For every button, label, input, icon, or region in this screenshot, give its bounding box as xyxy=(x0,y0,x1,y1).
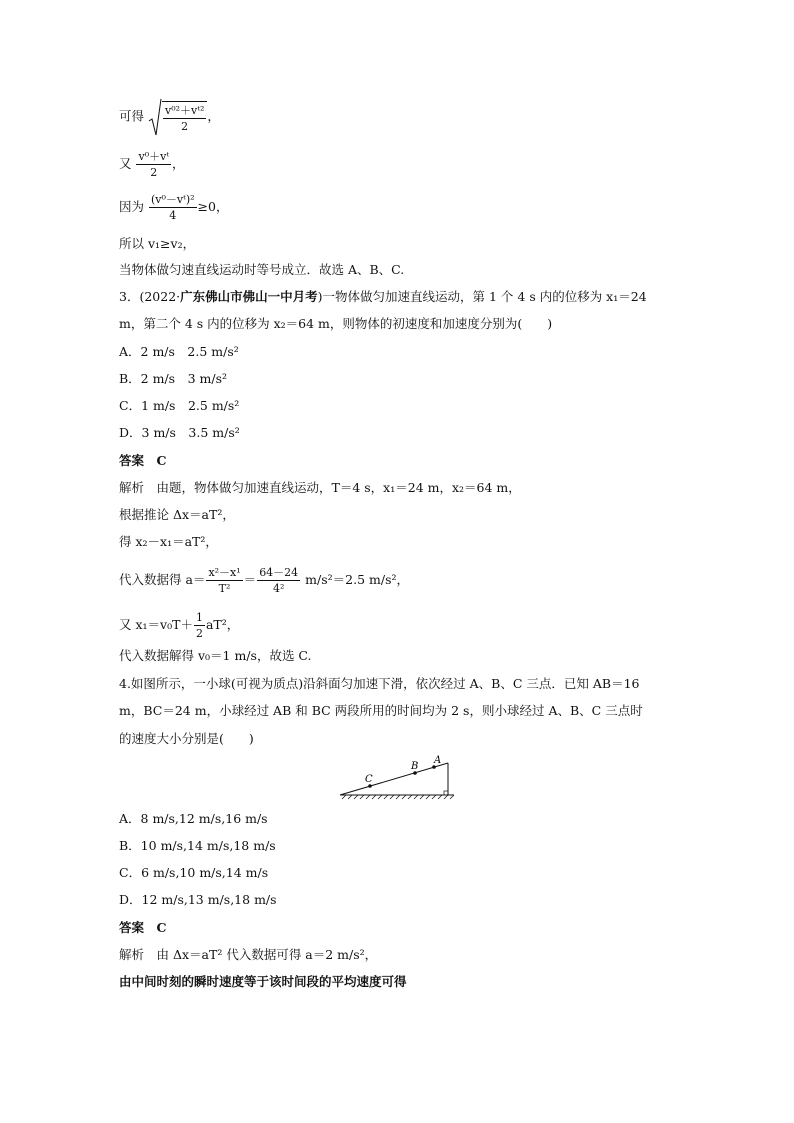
q4-option-d: D．12 m/s,13 m/s,18 m/s xyxy=(119,892,277,907)
fraction xyxy=(206,566,242,595)
q3-analysis-2: 根据推论 Δx＝aT²， xyxy=(119,507,235,522)
label-b: B xyxy=(411,761,419,772)
fraction-denominator: 2 xyxy=(195,627,203,640)
q3-answer: 答案 C xyxy=(119,453,167,468)
text: 可得 xyxy=(119,108,148,124)
fraction-numerator: v⁰＋vᵗ xyxy=(138,150,170,163)
text: ， xyxy=(207,108,220,124)
q4-option-a: A．8 m/s,12 m/s,16 m/s xyxy=(119,811,268,826)
fraction-denominator: T² xyxy=(218,582,231,595)
text: 3．(2022· xyxy=(119,289,181,304)
fraction-numerator: 64－24 xyxy=(259,566,299,579)
text: ≥0， xyxy=(197,199,229,214)
fraction-numerator: 1 xyxy=(195,611,203,624)
q4-option-b: B．10 m/s,14 m/s,18 m/s xyxy=(119,838,276,853)
q4-stem-line-3: 的速度大小分别是( ) xyxy=(119,731,254,746)
q3-substitution xyxy=(119,566,409,595)
source-tag: 广东佛山市佛山一中月考 xyxy=(180,289,318,304)
q4-answer: 答案 C xyxy=(119,920,167,935)
q3-option-c: C．1 m/s 2.5 m/s² xyxy=(119,398,240,413)
sqrt-expression xyxy=(148,101,207,133)
label-a: A xyxy=(434,755,442,766)
derivation-line-4: 所以 v₁≥v₂， xyxy=(119,236,196,251)
q4-analysis-1: 解析 由 Δx＝aT² 代入数据可得 a＝2 m/s²， xyxy=(119,947,378,962)
incline-surface xyxy=(340,763,448,795)
derivation-line-5: 当物体做匀速直线运动时等号成立．故选 A、B、C. xyxy=(119,262,405,277)
q4-stem-line-1: 4.如图所示，一小球(可视为质点)沿斜面匀加速下滑，依次经过 A、B、C 三点．已知 AB＝16 xyxy=(119,676,640,691)
q3-analysis-1: 解析 由题，物体做匀加速直线运动，T＝4 s，x₁＝24 m，x₂＝64 m， xyxy=(119,480,521,495)
fraction-numerator: v⁰²＋vᵗ² xyxy=(164,104,205,117)
text: m/s²＝2.5 m/s²， xyxy=(301,572,409,587)
q4-stem-line-2: m，BC＝24 m，小球经过 AB 和 BC 两段所用的时间均为 2 s，则小球经过 A、B、C 三点时 xyxy=(119,703,643,718)
fraction xyxy=(149,193,197,222)
incline-figure xyxy=(338,755,458,801)
q3-stem-line-2: m，第二个 4 s 内的位移为 x₂＝64 m，则物体的初速度和加速度分别为( ) xyxy=(119,316,553,331)
text: 又 x₁＝v₀T＋ xyxy=(119,617,193,632)
label-c: C xyxy=(365,774,373,785)
q3-option-d: D．3 m/s 3.5 m/s² xyxy=(119,425,240,440)
q3-stem-line-1 xyxy=(119,289,647,305)
q3-analysis-3: 得 x₂－x₁＝aT²， xyxy=(119,534,218,549)
fraction-numerator: (v⁰－vᵗ)² xyxy=(150,193,195,206)
fraction-denominator: 4² xyxy=(272,582,285,595)
q4-analysis-2: 由中间时刻的瞬时速度等于该时间段的平均速度可得 xyxy=(119,974,407,989)
text: aT²， xyxy=(205,617,240,632)
fraction xyxy=(136,150,171,179)
q3-option-b: B．2 m/s 3 m/s² xyxy=(119,371,228,386)
text: 代入数据得 a＝ xyxy=(119,572,206,587)
q3-option-a: A．2 m/s 2.5 m/s² xyxy=(119,344,239,359)
right-angle-mark xyxy=(444,791,448,795)
derivation-line-1 xyxy=(119,101,220,133)
ground-hatching xyxy=(342,795,454,799)
text: 又 xyxy=(119,156,136,171)
fraction-denominator: 2 xyxy=(181,120,189,133)
derivation-line-2 xyxy=(119,150,185,179)
fraction-numerator: x²－x¹ xyxy=(208,566,241,579)
q3-conclusion: 代入数据解得 v₀＝1 m/s，故选 C. xyxy=(119,648,312,663)
fraction xyxy=(257,566,300,595)
text: )一物体做匀加速直线运动，第 1 个 4 s 内的位移为 x₁＝24 xyxy=(317,289,647,304)
fraction xyxy=(194,611,205,640)
text: 因为 xyxy=(119,199,148,214)
derivation-line-3 xyxy=(119,193,228,222)
fraction-denominator: 4 xyxy=(169,209,177,222)
q3-x1-formula xyxy=(119,611,239,640)
text: ， xyxy=(172,156,185,171)
sqrt-sign-icon xyxy=(148,97,162,137)
fraction-denominator: 2 xyxy=(150,166,158,179)
text: ＝ xyxy=(243,572,257,587)
q4-option-c: C．6 m/s,10 m/s,14 m/s xyxy=(119,865,269,880)
